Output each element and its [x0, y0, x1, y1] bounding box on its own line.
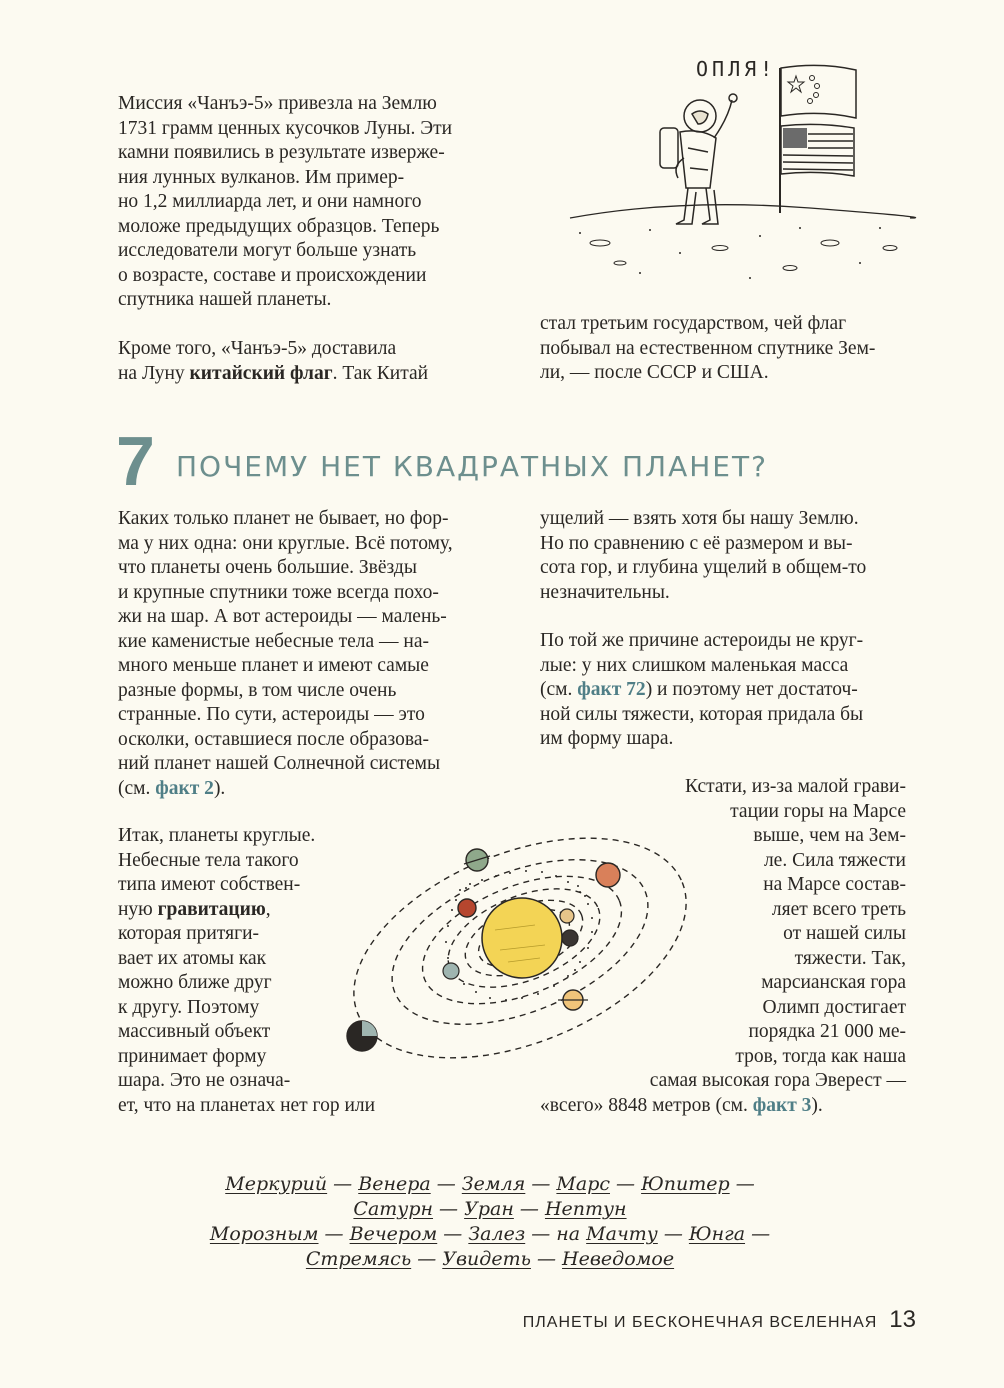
text-line: тяжести. Так, [794, 947, 906, 969]
text-line: ния лунных вулканов. Им пример- [118, 166, 405, 188]
text-line: Кроме того, «Чанъэ-5» доставила [118, 338, 397, 359]
text-segment: . Так Китай [332, 362, 429, 384]
text-line: Каких только планет не бывает, но фор- [118, 508, 449, 529]
moon-landing-illustration [560, 48, 920, 288]
mnemonic-word: Уран [464, 1198, 514, 1220]
text-line: Кстати, из-за малой грави- [684, 776, 906, 797]
bold-term-chinese-flag: китайский флаг [189, 362, 333, 384]
planet-blue-grey [443, 963, 459, 979]
mnemonic-line-4 [180, 1247, 800, 1272]
mnemonic-word: Морозным [209, 1223, 319, 1245]
mnemonic-word: Стремясь [305, 1248, 412, 1270]
usa-flag [781, 124, 854, 176]
intro-paragraph-1 [118, 92, 452, 313]
text-segment: ) и поэтому нет достаточ- [645, 679, 858, 700]
mnemonic-line-3 [180, 1222, 800, 1247]
text-segment: , [265, 898, 271, 920]
text-line [540, 678, 863, 703]
text-line: марсианская гора [761, 972, 906, 993]
text-line: ной силы тяжести, которая придала бы [540, 703, 864, 725]
text-segment: (см. [540, 679, 578, 700]
mnemonic-sep: — на [525, 1223, 587, 1245]
fact-3-link[interactable]: факт 3 [752, 1095, 812, 1116]
text-line: осколки, оставшиеся после образова- [118, 728, 429, 750]
text-segment: «всего» 8848 метров (см. [540, 1095, 753, 1116]
text-line: тров, тогда как наша [735, 1045, 906, 1067]
left-column-paragraph-1 [118, 507, 453, 801]
text-line: камни появились в результате изверже- [118, 142, 445, 163]
text-line: исследователи могут больше узнать [118, 240, 417, 261]
mnemonic-word: Нептун [544, 1198, 627, 1220]
text-line: спутника нашей планеты. [118, 289, 332, 310]
text-line [118, 777, 453, 802]
text-line: Миссия «Чанъэ-5» привезла на Землю [118, 93, 437, 114]
section-title: ПОЧЕМУ НЕТ КВАДРАТНЫХ ПЛАНЕТ? [176, 450, 768, 483]
mnemonic-line-1 [180, 1172, 800, 1197]
text-line: которая притяги- [118, 923, 260, 944]
mnemonic-sep: — [433, 1198, 465, 1220]
text-line [118, 362, 428, 387]
text-line: разные формы, в том числе очень [118, 679, 397, 701]
text-line: сота гор, и глубина ущелий в общем-то [540, 557, 867, 578]
text-line: По той же причине астероиды не круг- [540, 630, 864, 651]
text-line: Итак, планеты круглые. [118, 825, 316, 846]
planet-small-tan [560, 909, 574, 923]
text-segment: (см. [118, 777, 156, 799]
mnemonic-line-2 [180, 1197, 800, 1222]
text-line: на Марсе состав- [763, 874, 906, 895]
moon-craters [590, 240, 897, 271]
sun [482, 898, 562, 978]
exclamation-text: ОПЛЯ! [696, 57, 777, 81]
section-number: 7 [116, 422, 155, 500]
text-line: незначительны. [540, 581, 670, 603]
text-line: шара. Это не означа- [118, 1070, 291, 1091]
mnemonic-sep: — [430, 1173, 462, 1195]
mnemonic-word: Марс [556, 1173, 610, 1195]
mnemonic-word: Увидеть [442, 1248, 531, 1270]
planet-outer-highlight [362, 1021, 377, 1036]
fact-2-link[interactable]: факт 2 [155, 777, 214, 799]
mnemonic-sep: — [327, 1173, 359, 1195]
text-line: можно ближе друг [118, 972, 272, 993]
mnemonic-word: Сатурн [353, 1198, 434, 1220]
text-segment: на Луну [118, 362, 190, 384]
fact-72-link[interactable]: факт 72 [577, 679, 646, 700]
text-line: принимает форму [118, 1045, 267, 1067]
text-line: моложе предыдущих образцов. Теперь [118, 215, 440, 237]
mnemonic-word: Юнга [688, 1223, 746, 1245]
solar-system-illustration [330, 800, 710, 1100]
chinese-flag [781, 65, 856, 118]
text-line: вает их атомы как [118, 947, 267, 969]
right-column-paragraph-2 [540, 629, 863, 752]
text-line: ний планет нашей Солнечной системы [118, 753, 441, 774]
mnemonic-sep: — [610, 1173, 642, 1195]
mnemonic-sep: — [729, 1173, 755, 1195]
planet-orange [596, 863, 620, 887]
page-footer [523, 1306, 916, 1334]
planet-red [458, 899, 476, 917]
text-line: лые: у них слишком маленькая масса [540, 654, 849, 676]
mnemonic-sep: — [411, 1248, 443, 1270]
mnemonic-word: Мачту [586, 1223, 658, 1245]
text-line: Небесные тела такого [118, 849, 299, 871]
text-segment: ную [118, 898, 158, 920]
text-line: Олимп достигает [762, 996, 906, 1018]
text-line: но 1,2 миллиарда лет, и они намного [118, 191, 422, 212]
text-line: ущелий — взять хотя бы нашу Землю. [540, 508, 859, 529]
right-column-paragraph-1 [540, 507, 866, 605]
mnemonic-sep: — [657, 1223, 689, 1245]
text-line: выше, чем на Зем- [753, 825, 906, 846]
text-line: побывал на естественном спутнике Зем- [540, 337, 876, 359]
mnemonic-sep: — [530, 1248, 563, 1270]
ground-dots [579, 227, 881, 279]
mnemonic-sep: — [318, 1223, 350, 1245]
text-line: массивный объект [118, 1021, 271, 1042]
text-line: и крупные спутники тоже всегда похо- [118, 581, 439, 603]
text-line: ет, что на планетах нет гор или [118, 1094, 376, 1116]
ground-line [570, 205, 916, 218]
text-line: Но по сравнению с её размером и вы- [540, 532, 853, 554]
text-line: 1731 грамм ценных кусочков Луны. Эти [118, 117, 453, 139]
mnemonic-word: Юпитер [641, 1173, 730, 1195]
text-line: им форму шара. [540, 728, 674, 749]
text-line: типа имеют собствен- [118, 874, 301, 895]
text-line: ляет всего треть [771, 898, 906, 920]
mnemonic-sep: — [525, 1173, 557, 1195]
text-line: порядка 21 000 ме- [748, 1021, 906, 1042]
mnemonic-word: Меркурий [225, 1173, 328, 1195]
mnemonic-word: Венера [358, 1173, 431, 1195]
intro-paragraph-2-continued [540, 312, 875, 386]
text-line: самая высокая гора Эверест — [649, 1070, 906, 1091]
bold-term-gravity: гравитацию [157, 898, 266, 920]
mnemonic-sep: — [437, 1223, 469, 1245]
mnemonic-sep: — [745, 1223, 771, 1245]
planet-dark [562, 930, 578, 946]
mnemonic-sep: — [513, 1198, 545, 1220]
mnemonic-word: Залез [468, 1223, 526, 1245]
mnemonic-word: Неведомое [562, 1248, 675, 1270]
text-line: ли, — после СССР и США. [540, 362, 769, 383]
text-line: кие каменистые небесные тела — на- [118, 630, 429, 652]
text-segment: ). [811, 1095, 823, 1116]
text-line: к другу. Поэтому [118, 996, 260, 1018]
text-line: много меньше планет и имеют самые [118, 655, 429, 676]
text-line: что планеты очень большие. Звёзды [118, 557, 417, 578]
text-line: тации горы на Марсе [730, 800, 906, 822]
text-line: ле. Сила тяжести [763, 849, 906, 871]
intro-paragraph-2 [118, 337, 428, 386]
text-line: странные. По сути, астероиды — это [118, 704, 425, 725]
mnemonic-word: Вечером [349, 1223, 438, 1245]
planet-mnemonic [180, 1172, 800, 1272]
page-number: 13 [889, 1306, 916, 1333]
text-line: ма у них одна: они круглые. Всё потому, [118, 532, 453, 554]
text-line: стал третьим государством, чей флаг [540, 313, 847, 334]
footer-section-label: ПЛАНЕТЫ И БЕСКОНЕЧНАЯ ВСЕЛЕННАЯ [522, 1314, 878, 1331]
text-line: от нашей силы [783, 923, 906, 944]
text-line: жи на шар. А вот астероиды — малень- [118, 606, 447, 627]
text-line: о возрасте, составе и происхождении [118, 264, 427, 286]
mnemonic-word: Земля [461, 1173, 526, 1195]
text-segment: ). [213, 777, 226, 799]
